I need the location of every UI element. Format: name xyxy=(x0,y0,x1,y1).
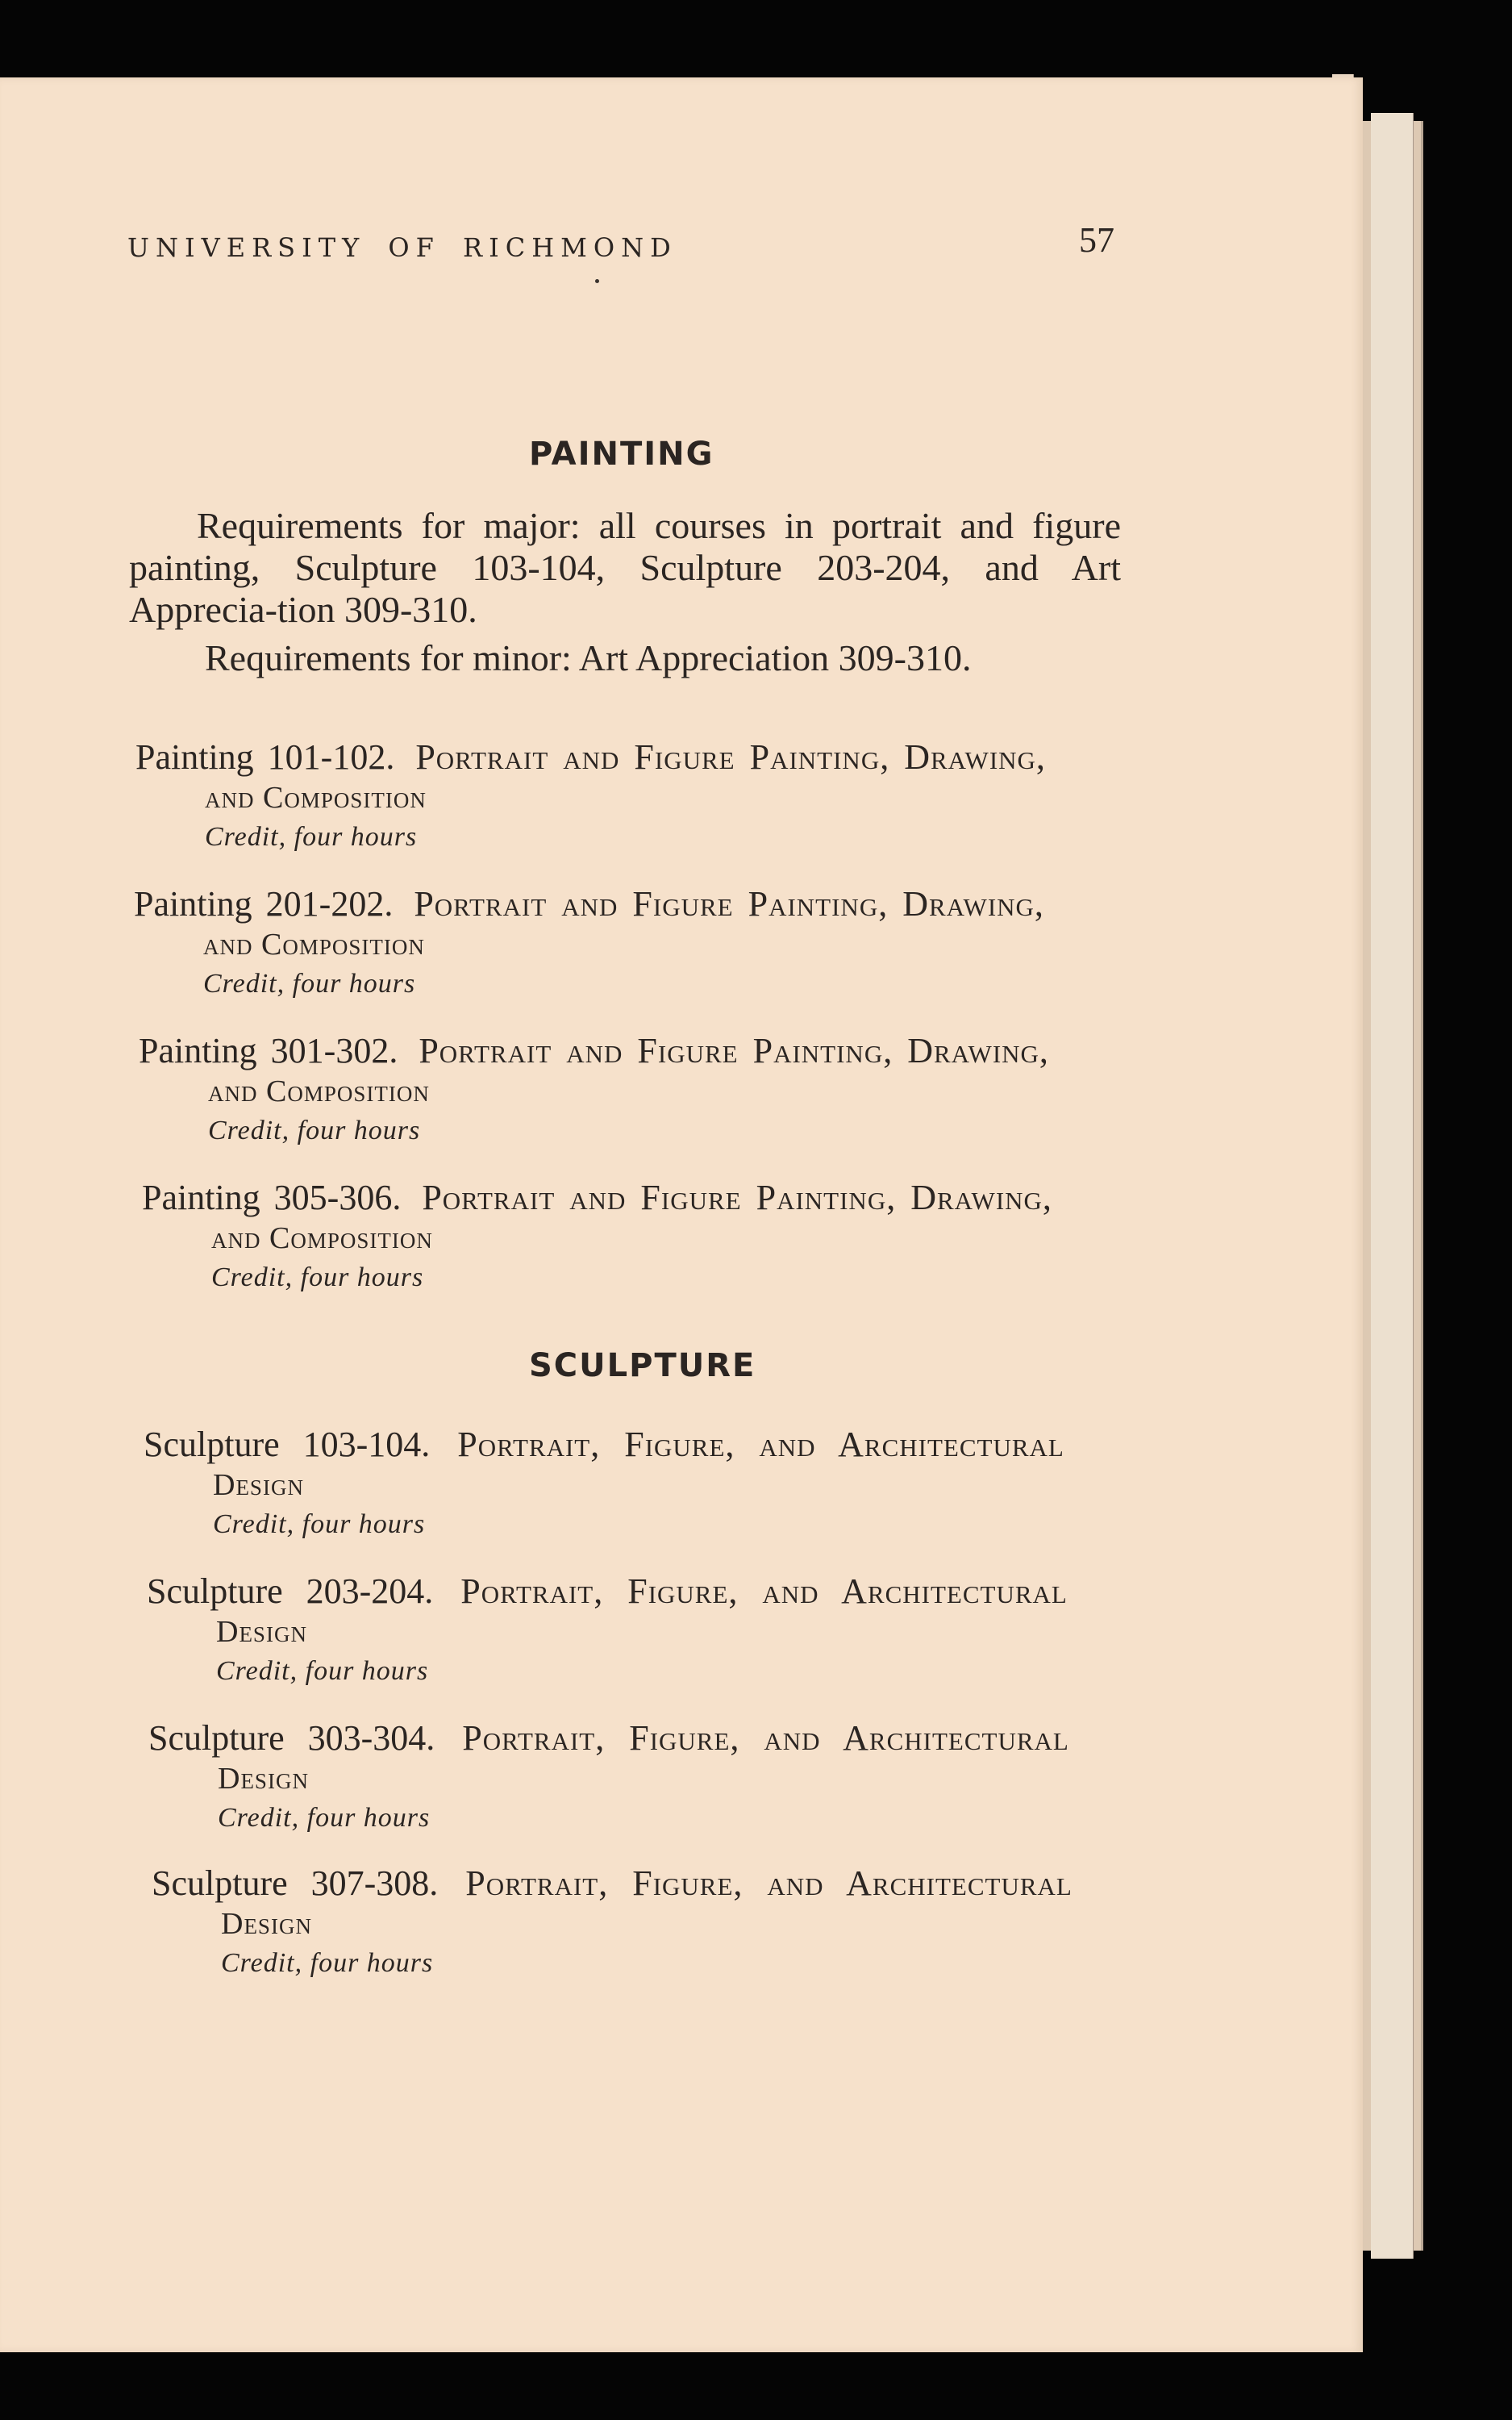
sculpture-heading: SCULPTURE xyxy=(529,1347,756,1384)
course-code: Sculpture 103-104. xyxy=(144,1425,431,1464)
course-entry xyxy=(142,1178,1052,1297)
course-title-continuation: and Composition xyxy=(208,1074,430,1108)
course-credit: Credit, four hours xyxy=(218,1803,431,1833)
course-entry xyxy=(147,1571,1068,1691)
course-title: Portrait and Figure Painting, Drawing, xyxy=(414,884,1044,924)
course-code: Sculpture 303-304. xyxy=(148,1718,435,1758)
course-title-line xyxy=(147,1571,1068,1612)
course-code: Sculpture 307-308. xyxy=(152,1863,439,1903)
painting-heading: PAINTING xyxy=(529,436,714,473)
page-edge xyxy=(1371,113,1414,2259)
course-credit: Credit, four hours xyxy=(208,1116,421,1145)
course-code: Painting 101-102. xyxy=(135,737,395,777)
course-code: Painting 305-306. xyxy=(142,1178,402,1217)
course-entry xyxy=(134,884,1044,1003)
running-head-title: UNIVERSITY OF RICHMOND xyxy=(127,232,677,263)
course-title: Portrait and Figure Painting, Drawing, xyxy=(419,1031,1049,1070)
course-title-line xyxy=(152,1863,1073,1904)
course-title-continuation: and Composition xyxy=(203,928,425,962)
course-title-line xyxy=(144,1425,1064,1465)
course-title-continuation: and Composition xyxy=(211,1221,433,1255)
course-title: Portrait, Figure, and Architectural xyxy=(457,1425,1064,1464)
course-title-line xyxy=(135,737,1046,778)
course-credit: Credit, four hours xyxy=(203,969,416,999)
course-credit: Credit, four hours xyxy=(213,1509,426,1539)
course-title-line xyxy=(148,1718,1069,1759)
course-title-line xyxy=(142,1178,1052,1218)
course-title: Portrait and Figure Painting, Drawing, xyxy=(415,737,1046,777)
requirements-major: Requirements for major: all courses in portrait and figure painting, Sculpture 103-104, Sculpture 203-204, and Art Apprecia-tion 309-310. xyxy=(129,505,1121,630)
page-number: 57 xyxy=(1079,220,1114,260)
course-title: Portrait, Figure, and Architectural xyxy=(462,1718,1069,1758)
course-title: Portrait, Figure, and Architectural xyxy=(460,1571,1068,1611)
course-code: Painting 201-202. xyxy=(134,884,394,924)
course-title: Portrait, Figure, and Architectural xyxy=(465,1863,1073,1903)
requirements-minor: Requirements for minor: Art Appreciation 309-310. xyxy=(205,637,972,678)
course-entry xyxy=(144,1425,1064,1544)
course-credit: Credit, four hours xyxy=(216,1656,429,1686)
course-title-line xyxy=(139,1031,1049,1071)
course-title-continuation: Design xyxy=(216,1615,307,1649)
ink-speck xyxy=(595,279,599,283)
course-title-continuation: Design xyxy=(213,1468,304,1502)
course-title-continuation: and Composition xyxy=(205,781,427,815)
course-code: Painting 301-302. xyxy=(139,1031,398,1070)
course-entry xyxy=(139,1031,1049,1150)
course-title: Portrait and Figure Painting, Drawing, xyxy=(422,1178,1052,1217)
course-title-continuation: Design xyxy=(218,1762,309,1796)
course-entry xyxy=(152,1863,1073,1983)
course-code: Sculpture 203-204. xyxy=(147,1571,434,1611)
course-title-line xyxy=(134,884,1044,924)
course-credit: Credit, four hours xyxy=(205,822,418,852)
course-title-continuation: Design xyxy=(221,1907,312,1941)
course-entry xyxy=(148,1718,1069,1838)
course-credit: Credit, four hours xyxy=(211,1262,424,1292)
course-entry xyxy=(135,737,1046,857)
course-credit: Credit, four hours xyxy=(221,1948,434,1978)
